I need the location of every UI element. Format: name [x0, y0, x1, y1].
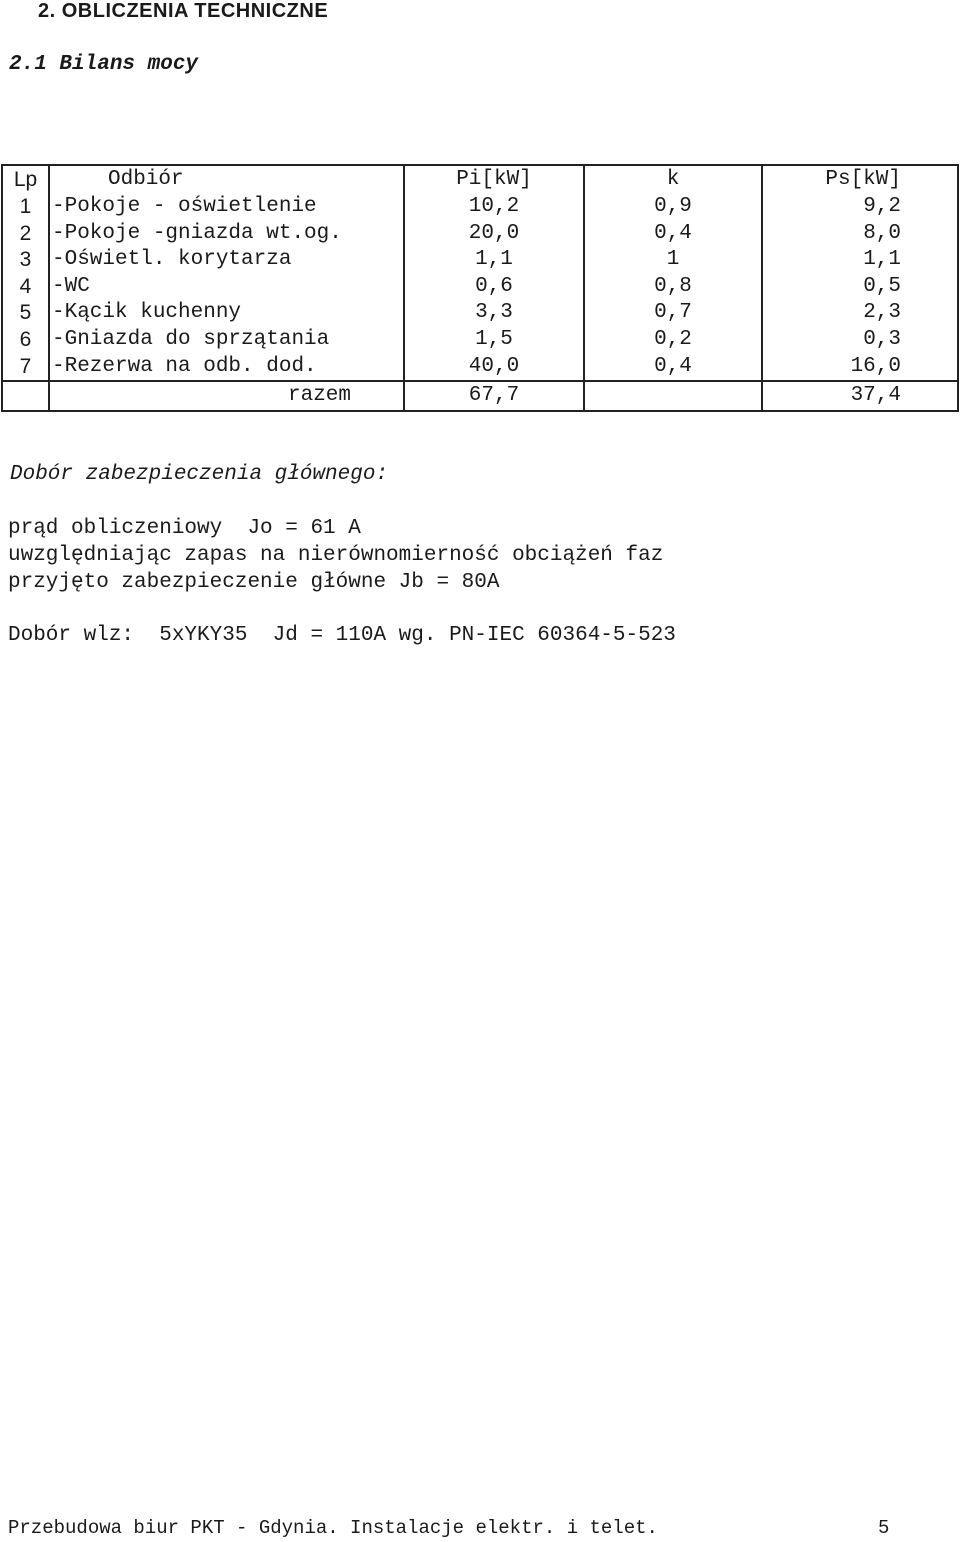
- cell-odbior: -Pokoje - oświetlenie: [49, 194, 404, 221]
- cell-odbior: -Pokoje -gniazda wt.og.: [49, 221, 404, 248]
- cell-pi: 3,3: [404, 300, 584, 327]
- cell-ps: 8,0: [762, 221, 958, 248]
- cell-k: 0,7: [584, 300, 762, 327]
- cell-lp-empty: [2, 381, 49, 411]
- cell-k: 0,9: [584, 194, 762, 221]
- cell-odbior: -Oświetl. korytarza: [49, 247, 404, 274]
- table-row: [2, 221, 958, 248]
- cell-odbior: -WC: [49, 274, 404, 301]
- subsection-heading: 2.1 Bilans mocy: [9, 53, 199, 76]
- table-total-row: [2, 381, 958, 411]
- total-k: [584, 381, 762, 411]
- page-number: 5: [878, 1517, 890, 1539]
- table-row: [2, 194, 958, 221]
- cell-pi: 1,5: [404, 327, 584, 354]
- table-row: [2, 300, 958, 327]
- cell-lp: 5: [2, 300, 49, 327]
- cell-pi: 1,1: [404, 247, 584, 274]
- cell-ps: 16,0: [762, 354, 958, 382]
- protection-line: przyjęto zabezpieczenie główne Jb = 80A: [8, 571, 500, 594]
- wlz-line: Dobór wlz: 5xYKY35 Jd = 110A wg. PN-IEC 60364-5-523: [8, 624, 676, 647]
- cell-lp: 4: [2, 274, 49, 301]
- section-heading: 2. OBLICZENIA TECHNICZNE: [38, 0, 329, 22]
- cell-ps: 0,3: [762, 327, 958, 354]
- cell-pi: 0,6: [404, 274, 584, 301]
- cell-odbior: -Rezerwa na odb. dod.: [49, 354, 404, 382]
- total-label: razem: [49, 381, 404, 411]
- cell-ps: 9,2: [762, 194, 958, 221]
- cell-k: 0,4: [584, 221, 762, 248]
- power-balance-table: [1, 164, 959, 412]
- cell-ps: 2,3: [762, 300, 958, 327]
- cell-k: 0,8: [584, 274, 762, 301]
- cell-k: 1: [584, 247, 762, 274]
- cell-k: 0,4: [584, 354, 762, 382]
- cell-lp: 3: [2, 247, 49, 274]
- protection-line: prąd obliczeniowy Jo = 61 A: [8, 517, 361, 540]
- protection-title: Dobór zabezpieczenia głównego:: [10, 463, 389, 486]
- header-k: k: [584, 165, 762, 194]
- table-row: [2, 247, 958, 274]
- footer-text: Przebudowa biur PKT - Gdynia. Instalacje elektr. i telet.: [8, 1517, 658, 1539]
- cell-odbior: -Gniazda do sprzątania: [49, 327, 404, 354]
- header-ps: Ps[kW]: [762, 165, 958, 194]
- cell-pi: 10,2: [404, 194, 584, 221]
- protection-line: uwzględniając zapas na nierównomierność obciążeń faz: [8, 544, 664, 567]
- cell-lp: 7: [2, 354, 49, 382]
- header-odbior: Odbiór: [49, 165, 404, 194]
- cell-lp: 6: [2, 327, 49, 354]
- table-header-row: [2, 165, 958, 194]
- total-pi: 67,7: [404, 381, 584, 411]
- cell-pi: 20,0: [404, 221, 584, 248]
- cell-odbior: -Kącik kuchenny: [49, 300, 404, 327]
- cell-pi: 40,0: [404, 354, 584, 382]
- cell-lp: 1: [2, 194, 49, 221]
- total-ps: 37,4: [762, 381, 958, 411]
- table-row: [2, 354, 958, 382]
- cell-lp: 2: [2, 221, 49, 248]
- cell-ps: 1,1: [762, 247, 958, 274]
- cell-ps: 0,5: [762, 274, 958, 301]
- table-row: [2, 274, 958, 301]
- header-pi: Pi[kW]: [404, 165, 584, 194]
- cell-k: 0,2: [584, 327, 762, 354]
- table-row: [2, 327, 958, 354]
- header-lp: Lp: [2, 165, 49, 194]
